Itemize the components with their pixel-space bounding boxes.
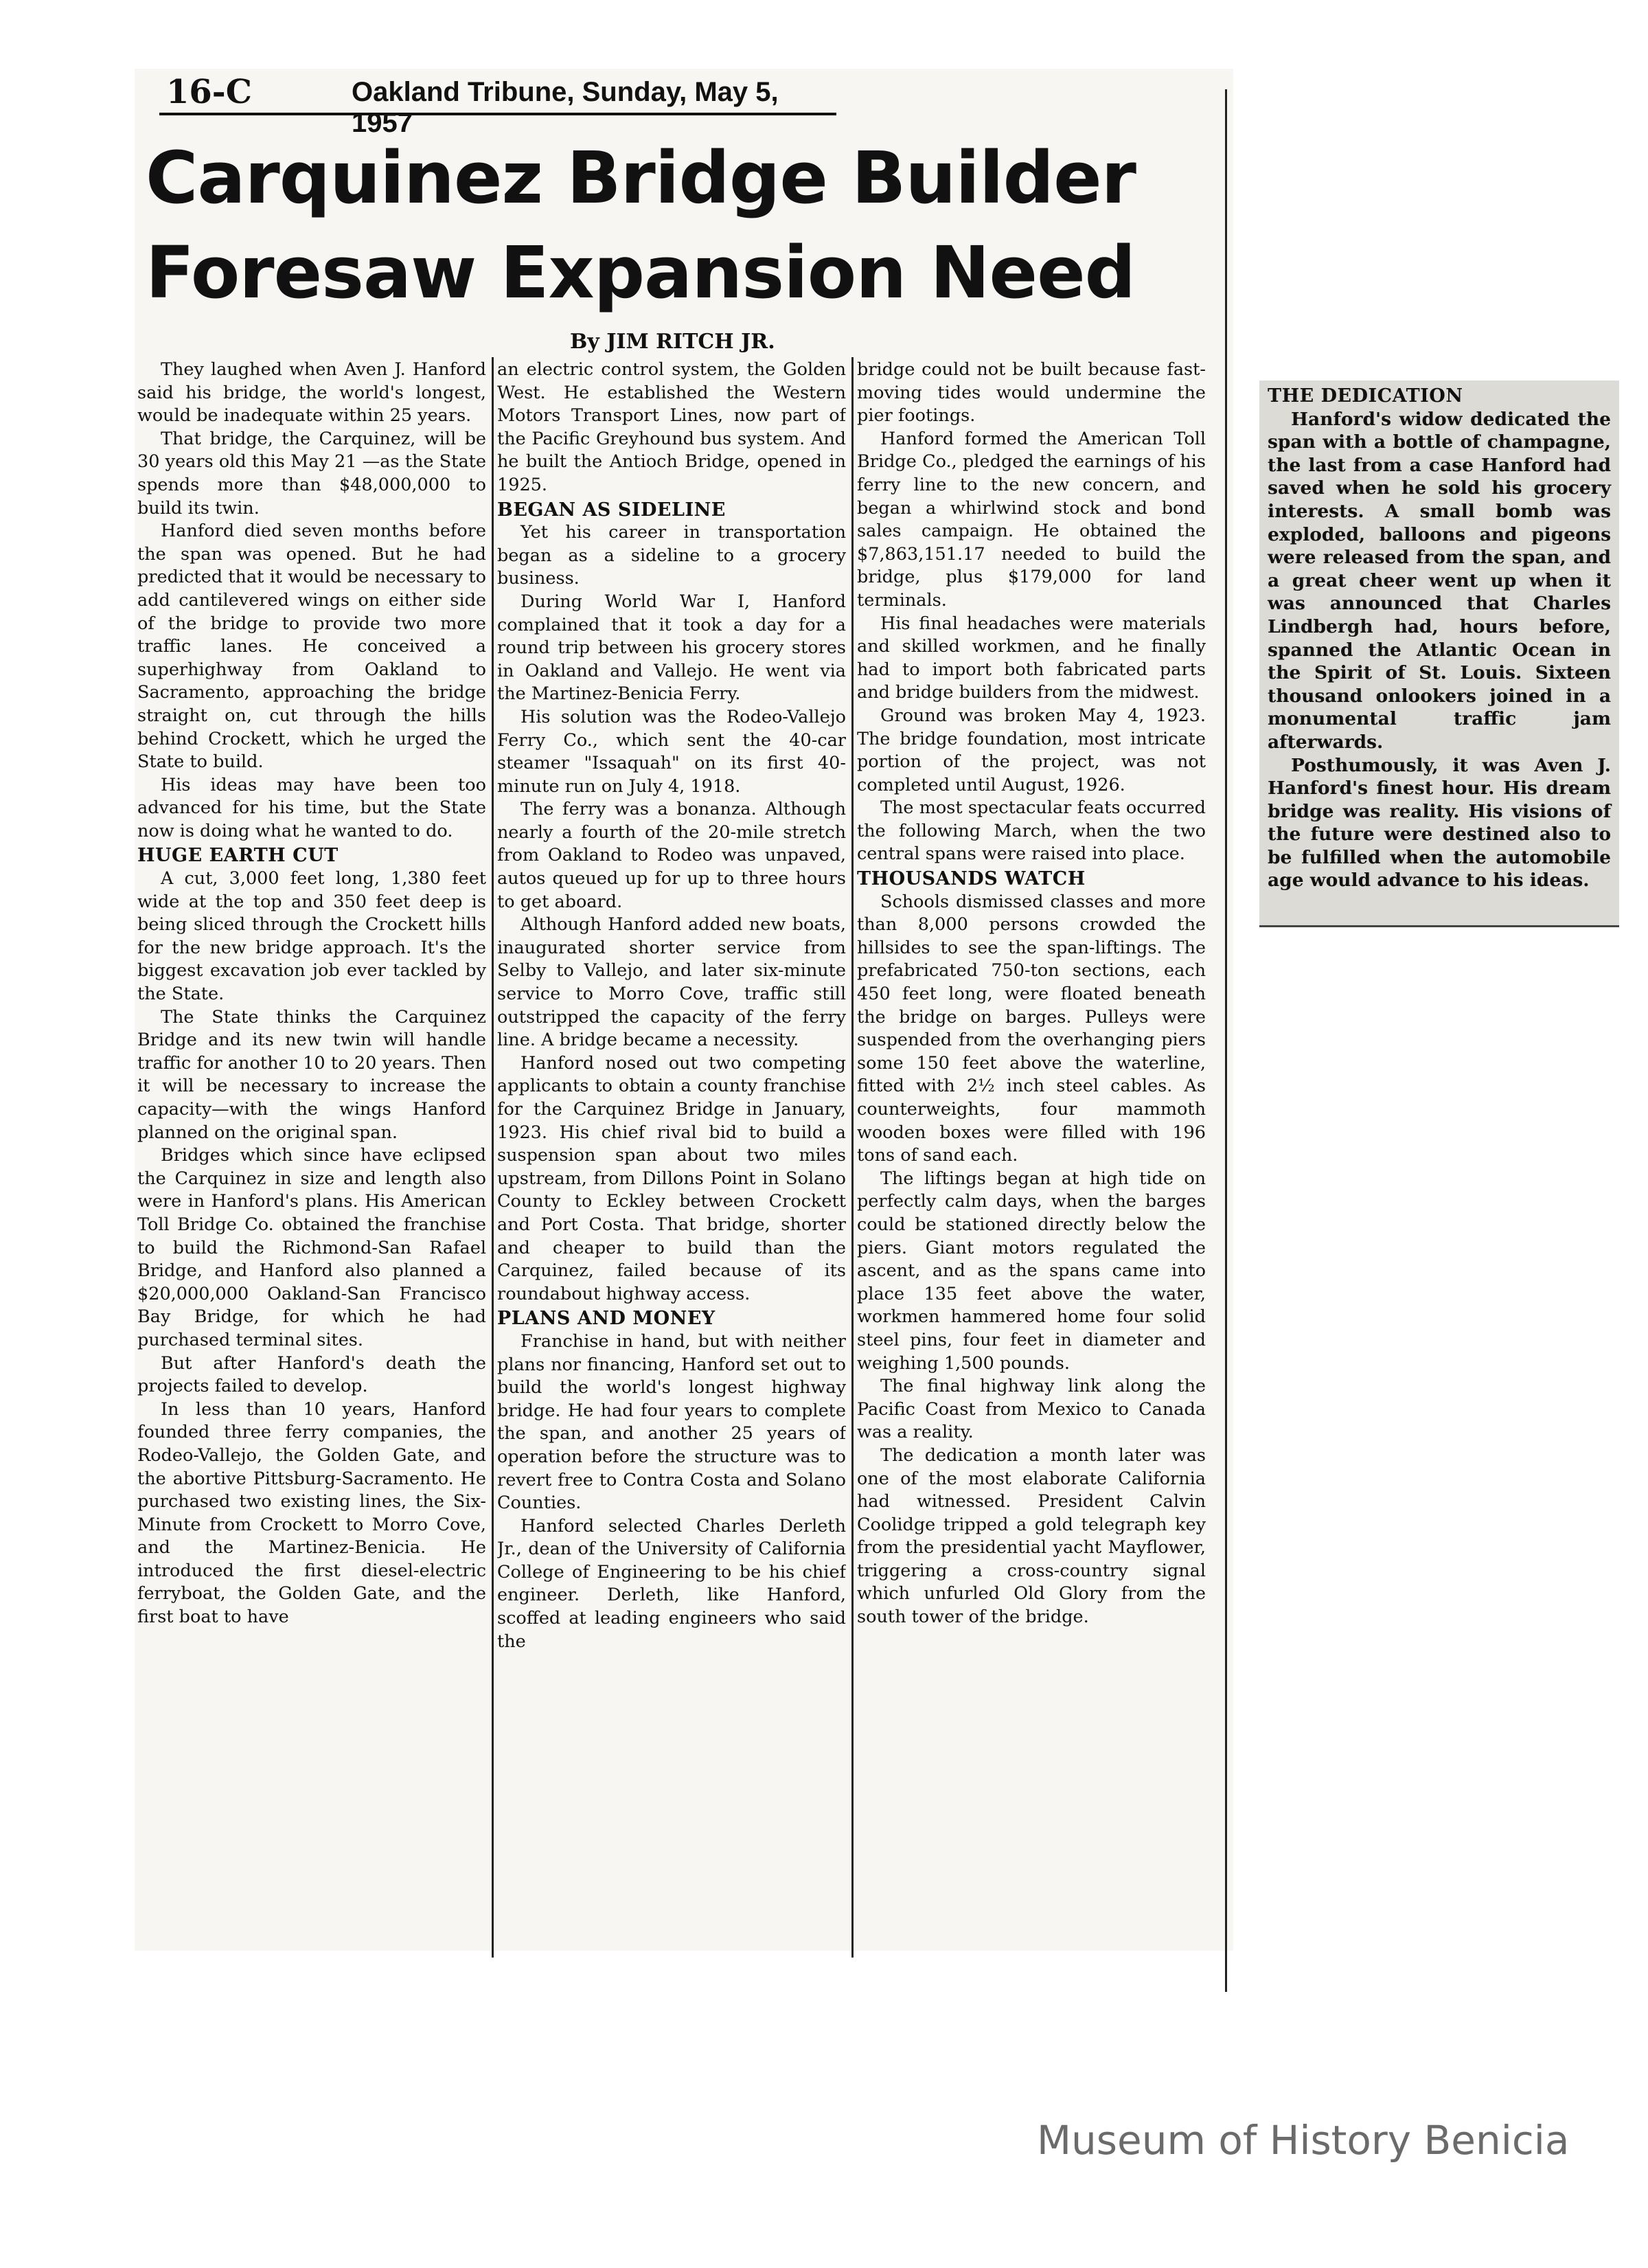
paragraph: But after Hanford's death the projects failed to develop.	[137, 1352, 486, 1397]
headline	[146, 131, 1189, 320]
paragraph: A cut, 3,000 feet long, 1,380 feet wide at the top and 350 feet deep is being sliced through the Crockett hills for the new bridge approach. It's the biggest excavation job ever tackled by the State.	[137, 868, 486, 1005]
page-number: 16-C	[166, 73, 252, 111]
paragraph: The dedication a month later was one of the most elaborate California had witnessed. President Calvin Coolidge tripped a gold telegraph key from the presidential yacht Mayflower, triggering a cross-country signal which unfurled Old Glory from the south tower of the bridge.	[857, 1444, 1206, 1628]
paragraph: Hanford nosed out two competing applicants to obtain a county franchise for the Carquinez Bridge in January, 1923. His chief rival bid to build a suspension span about two miles upstream, from Dillons Point in Solano County to Eckley between Crockett and Port Costa. That bridge, shorter and cheaper to build than the Carquinez, failed because of its roundabout highway access.	[497, 1052, 846, 1304]
sidebar-title: THE DEDICATION	[1268, 385, 1463, 407]
paragraph: His solution was the Rodeo-Vallejo Ferry Co., which sent the 40-car steamer "Issaquah" on its first 40-minute run on July 4, 1918.	[497, 706, 846, 797]
column-rule-2	[851, 357, 854, 1958]
article-column-1	[137, 359, 486, 1959]
subhead-huge-earth-cut: HUGE EARTH CUT	[137, 845, 339, 867]
subhead-began-as-sideline: BEGAN AS SIDELINE	[497, 499, 726, 521]
paragraph: Schools dismissed classes and more than 8,000 persons crowded the hillsides to see the span-liftings. The prefabricated 750-ton sections, each 450 feet long, were floated beneath the bridge on barges. Pulleys were suspended from the overhanging piers some 150 feet above the waterline, fitted with 2½ inch steel cables. As counterweights, four mammoth wooden boxes were filled with 196 tons of sand each.	[857, 891, 1206, 1166]
paragraph: During World War I, Hanford complained that it took a day for a round trip between his grocery stores in Oakland and Vallejo. He went via the Martinez-Benicia Ferry.	[497, 591, 846, 705]
paragraph: The ferry was a bonanza. Although nearly a fourth of the 20-mile stretch from Oakland to Rodeo was unpaved, autos queued up for up to three hours to get aboard.	[497, 799, 846, 912]
paragraph: The liftings began at high tide on perfectly calm days, when the barges could be stationed directly below the piers. Giant motors regulated the ascent, and as the spans came into place 135 feet above the water, workmen hammered home four solid steel pins, four feet in diameter and weighing 1,500 pounds.	[857, 1168, 1206, 1374]
paragraph: Although Hanford added new boats, inaugurated shorter service from Selby to Vallejo, and later six-minute service to Morro Cove, traffic still outstripped the capacity of the ferry line. A bridge became a necessity.	[497, 914, 846, 1051]
article-column-2	[497, 359, 846, 1959]
paragraph: Hanford died seven months before the span was opened. But he had predicted that it would be necessary to add cantilevered wings on either side of the bridge to provide two more traffic lanes. He conceived a superhighway from Oakland to Sacramento, approaching the bridge straight on, cut through the hills behind Crockett, which he urged the State to build.	[137, 521, 486, 773]
paragraph: Posthumously, it was Aven J. Hanford's finest hour. His dream bridge was reality. His visions of the future were destined also to be fulfilled when the automobile age would advance to his ideas.	[1268, 754, 1611, 892]
right-column-rule	[1225, 89, 1227, 1992]
subhead-thousands-watch: THOUSANDS WATCH	[857, 868, 1086, 890]
paragraph: That bridge, the Carquinez, will be 30 years old this May 21 —as the State spends more than $48,000,000 to build its twin.	[137, 428, 486, 519]
newspaper-name-date: Oakland Tribune, Sunday, May 5, 1957	[352, 77, 779, 138]
paragraph: bridge could not be built because fast-moving tides would undermine the pier footings.	[857, 359, 1206, 427]
paragraph: Ground was broken May 4, 1923. The bridge foundation, most intricate portion of the project, was not completed until August, 1926.	[857, 705, 1206, 795]
paragraph: The State thinks the Carquinez Bridge and its new twin will handle traffic for another 10 to 20 years. Then it will be necessary to increase the capacity—with the wings Hanford planned on the original span.	[137, 1006, 486, 1143]
headline-line-2: Foresaw Expansion Need	[146, 231, 1136, 315]
paragraph: His ideas may have been too advanced for his time, but the State now is doing what he wanted to do.	[137, 774, 486, 841]
paragraph: They laughed when Aven J. Hanford said his bridge, the world's longest, would be inadequate within 25 years.	[137, 359, 486, 427]
paragraph: Franchise in hand, but with neither plans nor financing, Hanford set out to build the world's longest highway bridge. He had four years to complete the span, and another 25 years of operation before the structure was to revert free to Contra Costa and Solano Counties.	[497, 1330, 846, 1514]
paragraph: The most spectacular feats occurred the following March, when the two central spans were raised into place.	[857, 797, 1206, 865]
byline: By JIM RITCH JR.	[570, 330, 775, 354]
paragraph: Bridges which since have eclipsed the Carquinez in size and length also were in Hanford's plans. His American Toll Bridge Co. obtained the franchise to build the Richmond-San Rafael Bridge, and Hanford also planned a $20,000,000 Oakland-San Francisco Bay Bridge, for which he had purchased terminal sites.	[137, 1145, 486, 1350]
sidebar-the-dedication	[1259, 381, 1619, 927]
paragraph: Hanford's widow dedicated the span with a bottle of champagne, the last from a case Hanford had saved when he sold his grocery interests. A small bomb was exploded, balloons and pigeons were released from the span, and a great cheer went up when it was announced that Charles Lindbergh had, hours before, spanned the Atlantic Ocean in the Spirit of St. Louis. Sixteen thousand onlookers joined in a monumental traffic jam afterwards.	[1268, 408, 1611, 753]
headline-line-1: Carquinez Bridge Builder	[146, 136, 1136, 220]
paragraph: The final highway link along the Pacific Coast from Mexico to Canada was a reality.	[857, 1376, 1206, 1443]
museum-watermark: Museum of History Benicia	[1037, 2117, 1570, 2164]
article-column-3	[857, 359, 1206, 1959]
dateline	[159, 71, 836, 138]
paragraph: In less than 10 years, Hanford founded three ferry companies, the Rodeo-Vallejo, the Golden Gate, and the abortive Pittsburg-Sacramento. He purchased two existing lines, the Six-Minute from Crockett to Morro Cove, and the Martinez-Benicia. He introduced the first diesel-electric ferryboat, the Golden Gate, and the first boat to have	[137, 1398, 486, 1628]
paragraph: Yet his career in transportation began as a sideline to a grocery business.	[497, 522, 846, 589]
paragraph: Hanford formed the American Toll Bridge Co., pledged the earnings of his ferry line to the new concern, and began a whirlwind stock and bond sales campaign. He obtained the $7,863,151.17 needed to build the bridge, plus $179,000 for land terminals.	[857, 428, 1206, 611]
paragraph: His final headaches were materials and skilled workmen, and he finally had to import both fabricated parts and bridge builders from the midwest.	[857, 613, 1206, 703]
paragraph: an electric control system, the Golden West. He established the Western Motors Transport Lines, now part of the Pacific Greyhound bus system. And he built the Antioch Bridge, opened in 1925.	[497, 359, 846, 495]
subhead-plans-and-money: PLANS AND MONEY	[497, 1308, 716, 1330]
column-rule-1	[492, 357, 494, 1958]
paragraph: Hanford selected Charles Derleth Jr., dean of the University of California College of Engineering to be his chief engineer. Derleth, like Hanford, scoffed at leading engineers who said the	[497, 1515, 846, 1652]
